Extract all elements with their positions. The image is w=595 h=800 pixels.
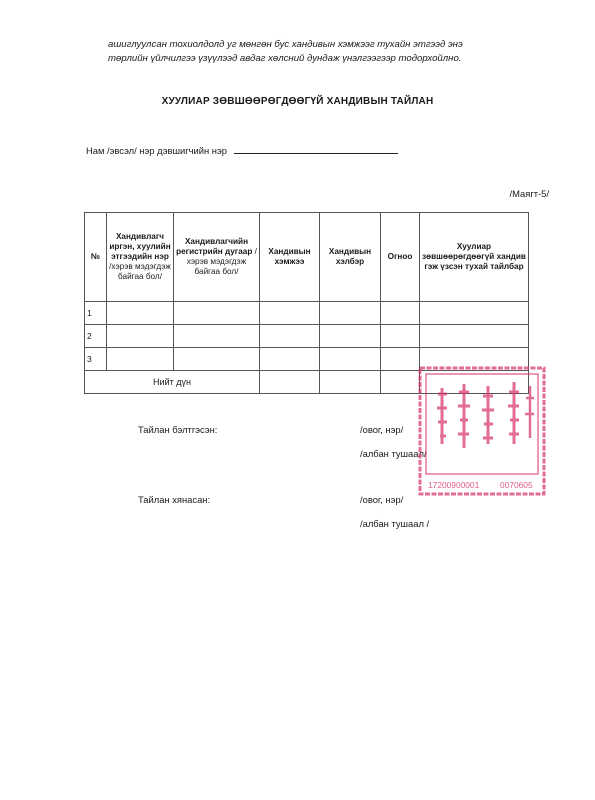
prepared-position-label: /албан тушаал/ — [360, 448, 427, 459]
org-name-line — [86, 144, 398, 156]
col-number-label: № — [90, 252, 101, 261]
table-cell — [260, 325, 320, 348]
table-cell — [174, 325, 260, 348]
prepared-name-label: /овог, нэр/ — [360, 424, 404, 435]
table-row — [85, 325, 529, 348]
table-cell — [107, 302, 174, 325]
total-cell — [320, 371, 381, 394]
org-name-blank — [234, 144, 398, 154]
table-cell — [420, 302, 529, 325]
col-date-label: Огноо — [387, 252, 413, 261]
row-number: 2 — [85, 325, 107, 348]
col-header-number — [85, 213, 107, 302]
table-cell — [174, 348, 260, 371]
col-registration-label: Хандивлагчийн регистрийн дугаар — [176, 237, 253, 256]
col-header-registration — [174, 213, 260, 302]
table-cell — [174, 302, 260, 325]
table-cell — [320, 325, 381, 348]
report-title: ХУУЛИАР ЗӨВШӨӨРӨГДӨӨГҮЙ ХАНДИВЫН ТАЙЛАН — [161, 96, 434, 107]
org-name-label: Нам /эвсэл/ нэр дэвшигчийн нэр — [86, 145, 227, 156]
form-number: /Маягт-5/ — [509, 188, 549, 199]
prepared-by-label: Тайлан бэлтгэсэн: — [138, 424, 218, 435]
col-header-form — [320, 213, 381, 302]
table-cell — [381, 325, 420, 348]
table-cell — [107, 348, 174, 371]
col-amount-label: Хандивын хэмжээ — [268, 247, 311, 266]
col-header-donor-name — [107, 213, 174, 302]
intro-paragraph — [108, 38, 568, 66]
col-header-amount — [260, 213, 320, 302]
row-number: 3 — [85, 348, 107, 371]
stamp-number-2: 0070605 — [500, 480, 533, 490]
col-registration-note: /хэрэв мэдэгдэж байгаа бол/ — [186, 247, 257, 276]
col-explanation-label: Хуулиар зөвшөөрөгдөөгүй хандив гэж үзсэн тухай тайлбар — [422, 242, 526, 271]
table-cell — [107, 325, 174, 348]
table-cell — [320, 302, 381, 325]
table-cell — [381, 302, 420, 325]
col-form-label: Хандивын хэлбэр — [328, 247, 372, 266]
row-number: 1 — [85, 302, 107, 325]
intro-line-1: ашиглуулсан тохиолдолд уг мөнгөн бус хандивын хэмжээг тухайн этгээд энэ — [108, 39, 463, 50]
table-cell — [320, 348, 381, 371]
intro-line-2: төрлийн үйлчилгээ үзүүлээд авдаг хөлсний дундаж үнэлгээгээр тодорхойлно. — [108, 53, 462, 64]
table-cell — [260, 348, 320, 371]
stamp-number: 17200900001 — [428, 480, 480, 490]
col-header-explanation — [420, 213, 529, 302]
col-donor-name-note: /хэрэв мэдэгдэж байгаа бол/ — [109, 262, 171, 281]
official-stamp — [414, 362, 550, 500]
total-label: Нийт дүн — [85, 371, 260, 394]
col-header-date — [381, 213, 420, 302]
checked-by-label: Тайлан хянасан: — [138, 494, 211, 505]
col-donor-name-label: Хандивлагч иргэн, хуулийн этгээдийн нэр — [109, 232, 171, 261]
table-cell — [420, 325, 529, 348]
total-cell — [260, 371, 320, 394]
table-header-row — [85, 213, 529, 302]
table-cell — [260, 302, 320, 325]
table-row — [85, 302, 529, 325]
checked-name-label: /овог, нэр/ — [360, 494, 404, 505]
checked-position-label: /албан тушаал / — [360, 518, 430, 529]
